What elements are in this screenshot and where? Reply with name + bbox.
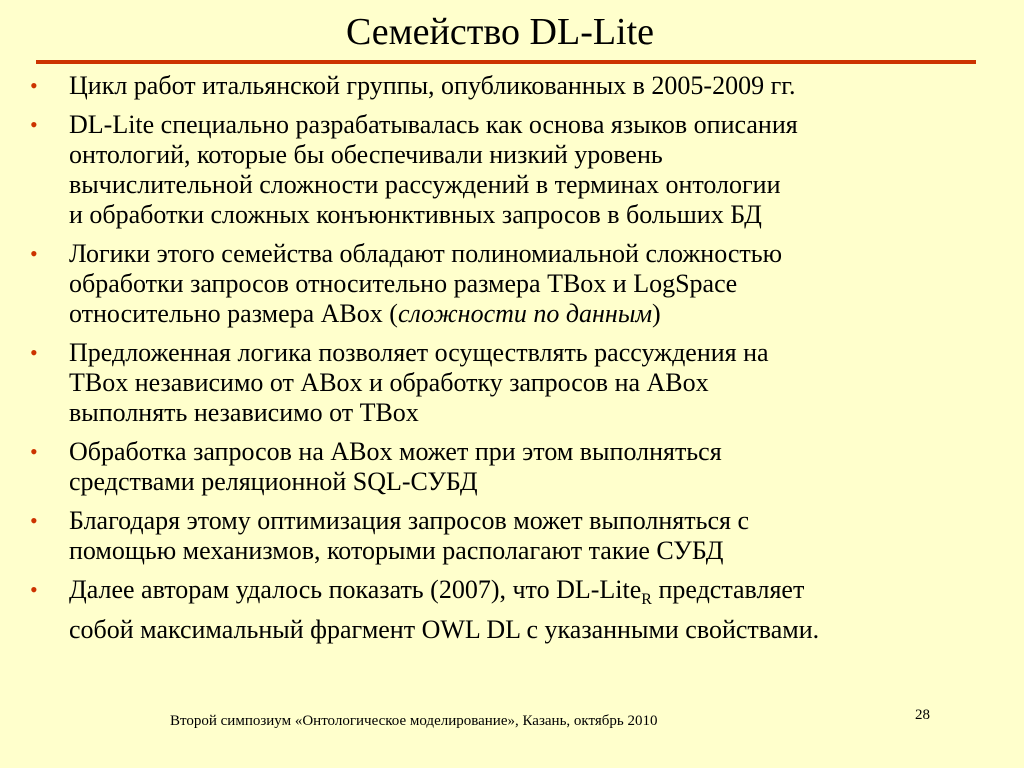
page-number: 28 (915, 707, 930, 723)
bullet-icon: • (30, 73, 38, 98)
bullet-icon: • (30, 112, 38, 137)
bullet-line: помощью механизмов, которыми располагают такие СУБД (69, 536, 724, 565)
bullet-icon: • (30, 241, 38, 266)
footer-text: Второй симпозиум «Онтологическое моделирование», Казань, октябрь 2010 (170, 713, 658, 729)
bullet-line (69, 575, 1000, 615)
bullet-line: и обработки сложных конъюнктивных запросов в больших БД (69, 200, 762, 229)
bullet-line: Обработка запросов на ABox может при этом выполняться (69, 437, 722, 466)
bullet-line: выполнять независимо от TBox (69, 398, 419, 427)
bullet-icon: • (30, 577, 38, 602)
bullet-line: вычислительной сложности рассуждений в терминах онтологии (69, 170, 781, 199)
bullet-line: TBox независимо от ABox и обработку запросов на ABox (69, 368, 709, 397)
emphasis-text: сложности по данным (397, 299, 653, 328)
slide-title: Семейство DL-Lite (345, 11, 655, 53)
bullet-line: Предложенная логика позволяет осуществлять рассуждения на (69, 338, 769, 367)
bullet-line: Благодаря этому оптимизация запросов может выполняться с (69, 506, 749, 535)
bullet-item (0, 506, 1000, 566)
bullet-item (0, 437, 1000, 497)
bullet-icon: • (30, 508, 38, 533)
bullet-line: средствами реляционной SQL-СУБД (69, 467, 478, 496)
bullet-text: ) (652, 299, 661, 328)
title-divider (36, 60, 976, 64)
bullet-item (0, 110, 1000, 230)
bullet-item (0, 575, 1000, 645)
bullet-item (0, 71, 1000, 101)
bullet-line: Цикл работ итальянской группы, опубликованных в 2005-2009 гг. (69, 71, 796, 100)
bullet-icon: • (30, 340, 38, 365)
bullet-line: онтологий, которые бы обеспечивали низкий уровень (69, 140, 663, 169)
bullet-text: Далее авторам удалось показать (2007), что DL-Lite (69, 575, 642, 604)
bullet-line: обработки запросов относительно размера TBox и LogSpace (69, 269, 738, 298)
bullet-item (0, 338, 1000, 428)
bullet-item (0, 239, 1000, 329)
subscript-text: R (641, 591, 652, 609)
bullet-text: относительно размера ABox ( (69, 299, 398, 328)
bullet-list (0, 71, 1000, 654)
bullet-line (69, 299, 1000, 329)
bullet-text: представляет (651, 575, 805, 604)
bullet-icon: • (30, 439, 38, 464)
bullet-line: DL-Lite специально разрабатывалась как основа языков описания (69, 110, 798, 139)
bullet-line: собой максимальный фрагмент OWL DL с указанными свойствами. (69, 615, 820, 645)
bullet-line: Логики этого семейства обладают полиномиальной сложностью (69, 239, 783, 268)
